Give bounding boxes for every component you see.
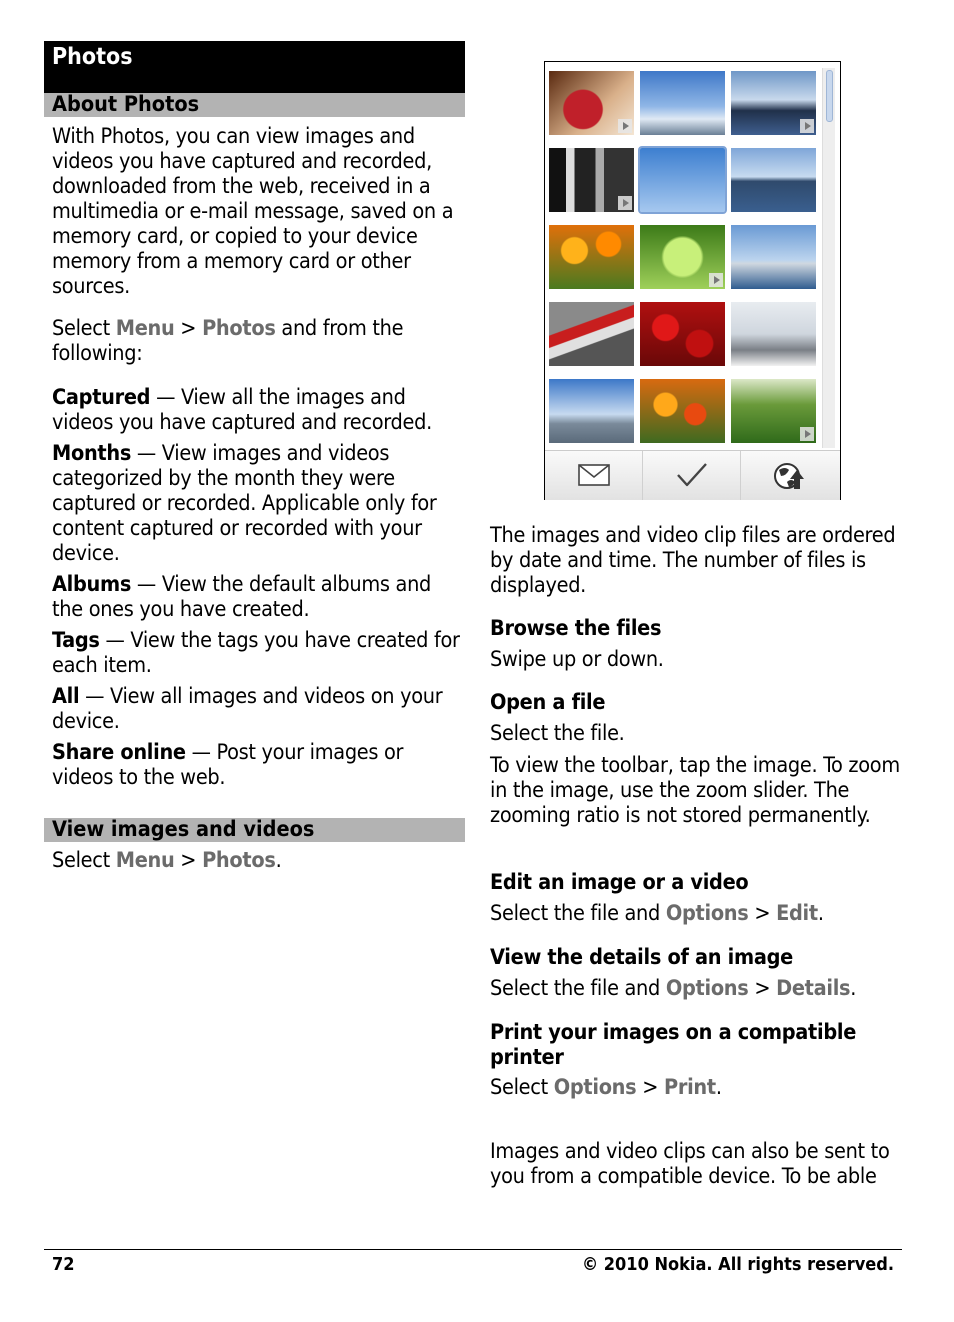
about-photos-heading: About Photos bbox=[52, 92, 200, 117]
thumbnail-grid bbox=[549, 71, 821, 446]
details-pre: Select the file and bbox=[490, 976, 666, 1001]
option-all bbox=[52, 684, 462, 734]
options-label: Options bbox=[665, 976, 749, 1001]
photos-label: Photos bbox=[202, 316, 276, 341]
select-word: Select bbox=[52, 316, 110, 341]
edit-pre: Select the file and bbox=[490, 901, 666, 926]
print-pre: Select bbox=[490, 1075, 554, 1100]
print-heading: Print your images on a compatible printer bbox=[490, 1020, 857, 1070]
interior-thumb[interactable] bbox=[549, 148, 634, 212]
path-separator: > bbox=[636, 1075, 664, 1100]
option-desc: — Post your images or videos to the web. bbox=[52, 740, 404, 790]
lake-shore-thumb[interactable] bbox=[731, 71, 816, 135]
select-word: Select bbox=[52, 848, 110, 873]
sea-thumb[interactable] bbox=[731, 148, 816, 212]
path-separator: > bbox=[174, 848, 203, 873]
path-separator: > bbox=[748, 976, 777, 1001]
print-instruction bbox=[490, 1075, 910, 1100]
photos-label: Photos bbox=[202, 848, 276, 873]
send-text: Images and video clips can also be sent to you from a compatible device. To be able bbox=[490, 1139, 890, 1189]
option-name: All bbox=[52, 684, 80, 709]
option-desc: — View the tags you have created for each item. bbox=[52, 628, 460, 678]
flowers-orange-thumb[interactable] bbox=[549, 225, 634, 289]
options-label: Options bbox=[665, 901, 749, 926]
video-play-icon bbox=[709, 273, 723, 287]
footer-divider bbox=[44, 1249, 902, 1250]
menu-label: Menu bbox=[115, 316, 175, 341]
option-desc: — View the default albums and the ones you have created. bbox=[52, 572, 432, 622]
train-thumb[interactable] bbox=[549, 302, 634, 366]
mark-checkmark-icon bbox=[675, 460, 709, 490]
tea-field-thumb[interactable] bbox=[731, 379, 816, 443]
open-text: Select the file. bbox=[490, 721, 625, 746]
option-desc: — View all images and videos on your device. bbox=[52, 684, 443, 734]
open-heading: Open a file bbox=[490, 690, 606, 715]
city-thumb[interactable] bbox=[549, 379, 634, 443]
edit-heading: Edit an image or a video bbox=[490, 870, 749, 895]
share-online-button[interactable] bbox=[740, 451, 838, 500]
period: . bbox=[275, 848, 282, 873]
photos-toolbar bbox=[545, 450, 840, 500]
option-albums bbox=[52, 572, 462, 622]
open-text-2: To view the toolbar, tap the image. To zoom in the image, use the zoom slider. The zooming ratio is not stored permanently. bbox=[490, 753, 900, 828]
option-name: Months bbox=[52, 441, 132, 466]
share-online-icon bbox=[773, 460, 807, 492]
intro-text: The images and video clip files are ordered by date and time. The number of files is displayed. bbox=[490, 523, 896, 598]
view-options-list bbox=[52, 385, 462, 790]
option-months bbox=[52, 441, 462, 566]
snow-walkway-thumb[interactable] bbox=[731, 302, 816, 366]
send-button[interactable] bbox=[545, 451, 642, 500]
select-menu-instruction bbox=[52, 316, 462, 366]
video-play-icon bbox=[800, 427, 814, 441]
option-desc: — View images and videos categorized by the month they were captured or recorded. Applicable only for content captured or recorded with your device. bbox=[52, 441, 437, 566]
path-separator: > bbox=[174, 316, 203, 341]
option-name: Albums bbox=[52, 572, 132, 597]
page-title: Photos bbox=[52, 44, 133, 70]
details-instruction bbox=[490, 976, 910, 1001]
browse-text: Swipe up or down. bbox=[490, 647, 664, 672]
ship-thumb[interactable] bbox=[731, 225, 816, 289]
view-select-instruction bbox=[52, 848, 462, 873]
photos-app-screenshot bbox=[544, 61, 841, 500]
details-label: Details bbox=[776, 976, 851, 1001]
wind-turbine-thumb[interactable] bbox=[640, 148, 725, 212]
send-icon bbox=[577, 460, 611, 490]
option-name: Share online bbox=[52, 740, 186, 765]
path-separator: > bbox=[748, 901, 777, 926]
options-label: Options bbox=[553, 1075, 637, 1100]
browse-heading: Browse the files bbox=[490, 616, 662, 641]
page-number: 72 bbox=[52, 1254, 75, 1275]
marigolds-thumb[interactable] bbox=[640, 379, 725, 443]
video-play-icon bbox=[618, 196, 632, 210]
page-title-bar bbox=[44, 41, 465, 93]
option-desc: — View all the images and videos you have captured and recorded. bbox=[52, 385, 432, 435]
scrollbar-thumb[interactable] bbox=[826, 70, 833, 122]
about-photos-text: With Photos, you can view images and videos you have captured and recorded, downloaded from the web, received in a multimedia or e-mail message, saved on a memory card, or copied to your device memory from a memory card or other sources. bbox=[52, 124, 454, 299]
view-images-heading-bar bbox=[44, 818, 465, 842]
period: . bbox=[850, 976, 857, 1001]
period: . bbox=[817, 901, 824, 926]
sky-thumb[interactable] bbox=[640, 71, 725, 135]
option-share-online bbox=[52, 740, 462, 790]
edit-label: Edit bbox=[776, 901, 818, 926]
copyright-notice: © 2010 Nokia. All rights reserved. bbox=[581, 1254, 894, 1275]
print-label: Print bbox=[663, 1075, 716, 1100]
period: . bbox=[715, 1075, 722, 1100]
option-name: Tags bbox=[52, 628, 100, 653]
menu-label: Menu bbox=[115, 848, 175, 873]
video-play-icon bbox=[800, 119, 814, 133]
dessert-thumb[interactable] bbox=[549, 71, 634, 135]
view-images-heading: View images and videos bbox=[52, 817, 315, 842]
mark-button[interactable] bbox=[642, 451, 740, 500]
option-captured bbox=[52, 385, 462, 435]
option-tags bbox=[52, 628, 462, 678]
scrollbar[interactable] bbox=[822, 68, 835, 448]
edit-instruction bbox=[490, 901, 910, 926]
lettuce-thumb[interactable] bbox=[640, 225, 725, 289]
strawberries-thumb[interactable] bbox=[640, 302, 725, 366]
video-play-icon bbox=[618, 119, 632, 133]
about-photos-heading-bar bbox=[44, 93, 465, 117]
select-intro-rest: and from the following: bbox=[52, 316, 404, 366]
details-heading: View the details of an image bbox=[490, 945, 793, 970]
option-name: Captured bbox=[52, 385, 151, 410]
